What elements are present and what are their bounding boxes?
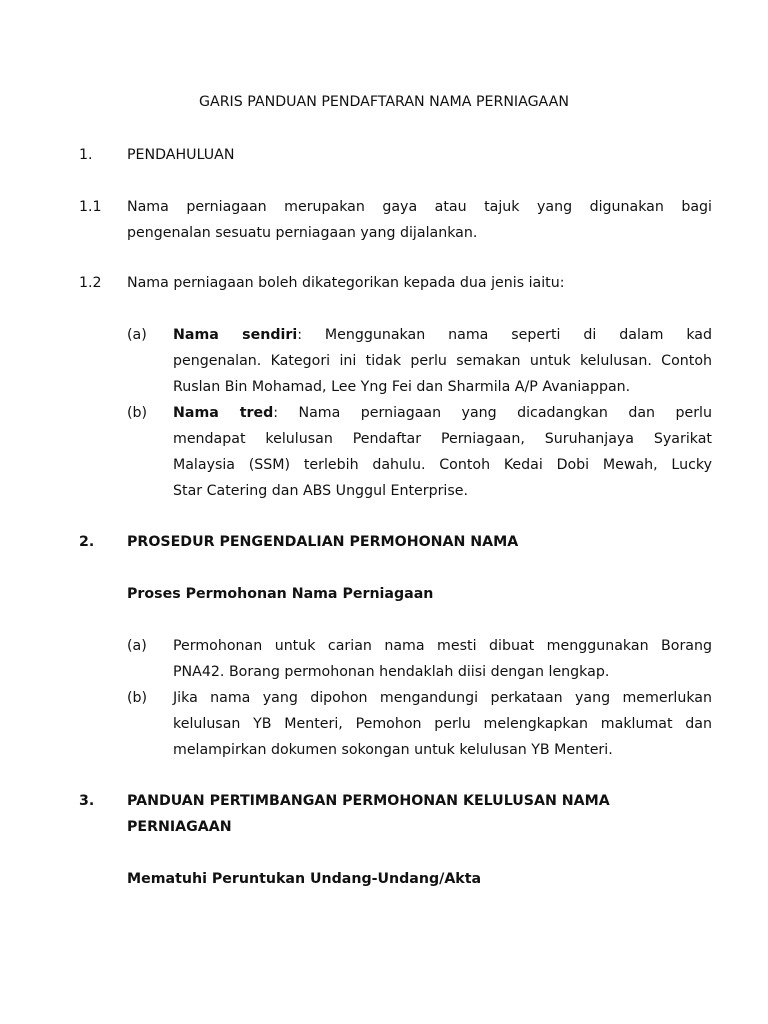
list-item: [173, 400, 712, 504]
paragraph-line: Jika nama yang dipohon mengandungi perkataan yang memerlukan: [173, 690, 712, 706]
paragraph-line: melampirkan dokumen sokongan untuk kelulusan YB Menteri.: [173, 742, 613, 758]
subsection-number: 1.2: [79, 275, 102, 291]
list-item: [173, 633, 712, 685]
paragraph-line: [173, 322, 712, 348]
paragraph-line: [173, 400, 712, 426]
paragraph-line: Nama perniagaan boleh dikategorikan kepada dua jenis iaitu:: [127, 275, 565, 291]
item-letter: (b): [127, 690, 148, 706]
document-title: GARIS PANDUAN PENDAFTARAN NAMA PERNIAGAAN: [199, 94, 569, 110]
item-letter: (a): [127, 327, 147, 343]
section-heading: PENDAHULUAN: [127, 147, 235, 163]
paragraph-line: pengenalan. Kategori ini tidak perlu semakan untuk kelulusan. Contoh: [173, 353, 712, 369]
section-subheading: Proses Permohonan Nama Perniagaan: [127, 586, 434, 602]
section-heading: PROSEDUR PENGENDALIAN PERMOHONAN NAMA: [127, 534, 519, 550]
paragraph-line: Permohonan untuk carian nama mesti dibuat menggunakan Borang: [173, 638, 712, 654]
subsection-number: 1.1: [79, 199, 102, 215]
paragraph-line: pengenalan sesuatu perniagaan yang dijalankan.: [127, 225, 478, 241]
item-term: Nama tred: [173, 405, 274, 421]
list-item: [173, 322, 712, 400]
section-number: 2.: [79, 534, 95, 550]
section-heading: PERNIAGAAN: [127, 819, 232, 835]
paragraph: [127, 194, 712, 246]
list-item: [173, 685, 712, 763]
item-letter: (b): [127, 405, 148, 421]
section-heading: PANDUAN PERTIMBANGAN PERMOHONAN KELULUSAN NAMA: [127, 793, 610, 809]
item-term: Nama sendiri: [173, 327, 298, 343]
paragraph-line: Ruslan Bin Mohamad, Lee Yng Fei dan Sharmila A/P Avaniappan.: [173, 379, 631, 395]
section-number: 1.: [79, 147, 93, 163]
item-text: : Nama perniagaan yang dicadangkan dan perlu: [273, 405, 712, 421]
section-subheading: Mematuhi Peruntukan Undang-Undang/Akta: [127, 871, 482, 887]
paragraph-line: Star Catering dan ABS Unggul Enterprise.: [173, 483, 469, 499]
paragraph-line: PNA42. Borang permohonan hendaklah diisi dengan lengkap.: [173, 664, 610, 680]
paragraph-line: mendapat kelulusan Pendaftar Perniagaan, Suruhanjaya Syarikat: [173, 431, 712, 447]
item-text: : Menggunakan nama seperti di dalam kad: [297, 327, 712, 343]
paragraph-line: kelulusan YB Menteri, Pemohon perlu melengkapkan maklumat dan: [173, 716, 712, 732]
paragraph-line: Nama perniagaan merupakan gaya atau tajuk yang digunakan bagi: [127, 199, 712, 215]
section-number: 3.: [79, 793, 95, 809]
paragraph-line: Malaysia (SSM) terlebih dahulu. Contoh Kedai Dobi Mewah, Lucky: [173, 457, 712, 473]
item-letter: (a): [127, 638, 147, 654]
